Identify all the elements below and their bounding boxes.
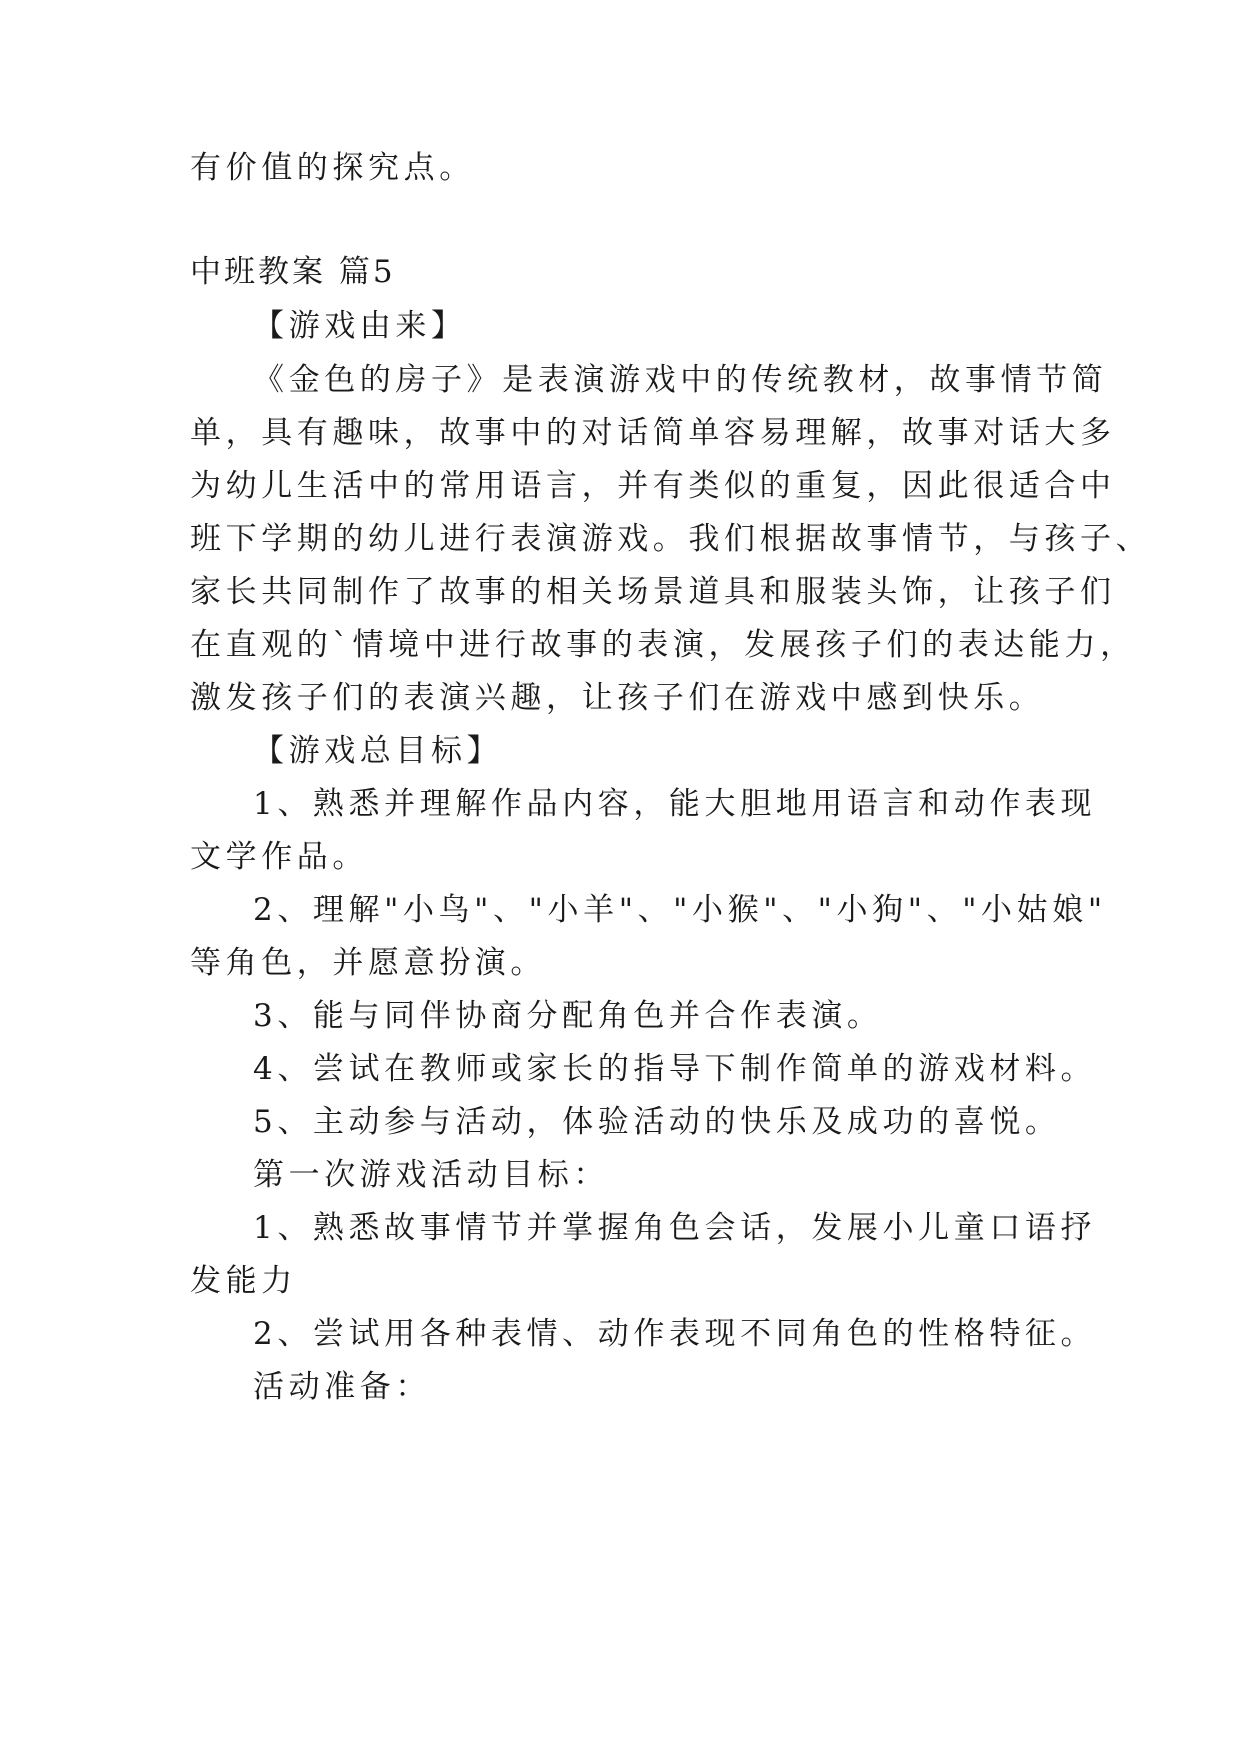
- origin-heading: 【游戏由来】: [253, 308, 467, 344]
- goal-heading: 【游戏总目标】: [253, 733, 503, 769]
- goal-item: 1、熟悉并理解作品内容，能大胆地用语言和动作表现: [253, 786, 1097, 822]
- goal-item-continued: 文学作品。: [190, 839, 368, 875]
- preparation-heading: 活动准备：: [253, 1369, 431, 1405]
- text-line: 有价值的探究点。: [190, 150, 475, 186]
- activity-goal-item: 1、熟悉故事情节并掌握角色会话，发展小儿童口语抒: [253, 1210, 1097, 1246]
- paragraph-line: 为幼儿生活中的常用语言，并有类似的重复，因此很适合中: [190, 468, 1116, 504]
- goal-item-continued: 等角色，并愿意扮演。: [190, 945, 546, 981]
- paragraph-line: 单，具有趣味，故事中的对话简单容易理解，故事对话大多: [190, 415, 1116, 451]
- section-heading: 中班教案 篇5: [190, 254, 396, 290]
- paragraph-line: 在直观的`情境中进行故事的表演，发展孩子们的表达能力，: [190, 627, 1136, 663]
- goal-item: 3、能与同伴协商分配角色并合作表演。: [253, 998, 883, 1034]
- goal-item: 4、尝试在教师或家长的指导下制作简单的游戏材料。: [253, 1051, 1097, 1087]
- activity-goal-item-continued: 发能力: [190, 1263, 297, 1299]
- paragraph-line: 班下学期的幼儿进行表演游戏。我们根据故事情节，与孩子、: [190, 521, 1152, 557]
- activity-goal-item: 2、尝试用各种表情、动作表现不同角色的性格特征。: [253, 1316, 1097, 1352]
- first-activity-heading: 第一次游戏活动目标：: [253, 1157, 609, 1193]
- goal-item: 5、主动参与活动，体验活动的快乐及成功的喜悦。: [253, 1104, 1061, 1140]
- paragraph-line: 《金色的房子》是表演游戏中的传统教材，故事情节简: [253, 362, 1108, 398]
- paragraph-line: 家长共同制作了故事的相关场景道具和服装头饰，让孩子们: [190, 574, 1116, 610]
- goal-item: 2、理解"小鸟"、"小羊"、"小猴"、"小狗"、"小姑娘": [253, 892, 1107, 928]
- paragraph-line: 激发孩子们的表演兴趣，让孩子们在游戏中感到快乐。: [190, 680, 1045, 716]
